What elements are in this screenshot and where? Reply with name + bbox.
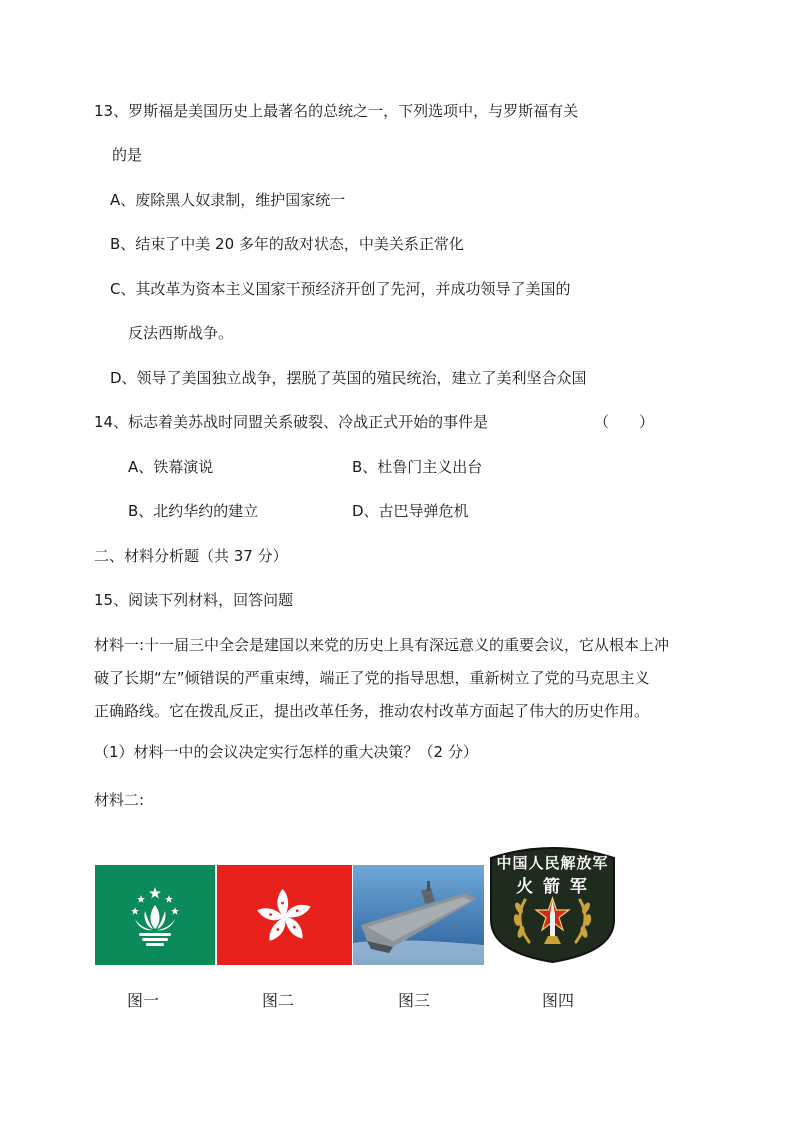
material-one-line3: 正确路线。它在拨乱反正，提出改革任务，推动农村改革方面起了伟大的历史作用。: [94, 702, 650, 720]
q15-stem: 15、阅读下列材料，回答问题: [94, 591, 294, 609]
q13-stem-line1: 13、罗斯福是美国历史上最著名的总统之一，下列选项中，与罗斯福有关: [94, 102, 579, 120]
section-heading: 二、材料分析题（共 37 分）: [94, 547, 288, 565]
q14-answer-bracket: （ ）: [594, 413, 655, 431]
q13-option-d: D、领导了美国独立战争，摆脱了英国的殖民统治，建立了美利坚合众国: [110, 369, 587, 387]
badge-text-middle: 火 箭 军: [516, 877, 589, 897]
rocket-force-badge-image: [485, 840, 620, 966]
q13-option-c-line2: 反法西斯战争。: [128, 324, 234, 342]
q13-option-a: A、废除黑人奴隶制，维护国家统一: [110, 191, 346, 209]
material-one-line1: 材料一:十一届三中全会是建国以来党的历史上具有深远意义的重要会议，它从根本上冲: [94, 636, 670, 654]
q13-option-c-line1: C、其改革为资本主义国家干预经济开创了先河，并成功领导了美国的: [110, 280, 571, 298]
aircraft-carrier-image: [353, 865, 484, 965]
q14-option-a: A、铁幕演说: [128, 458, 214, 476]
aircraft-carrier-icon: [353, 865, 484, 965]
material-one-line2: 破了长期“左”倾错误的严重束缚，端正了党的指导思想，重新树立了党的马克思主义: [94, 669, 650, 687]
macau-flag-image: [95, 865, 215, 965]
badge-text-top: 中国人民解放军: [496, 854, 609, 872]
q14-option-d: D、古巴导弹危机: [352, 502, 469, 520]
material-two-label: 材料二:: [94, 791, 145, 809]
q14-option-b: B、杜鲁门主义出台: [352, 458, 483, 476]
figure-caption-2: 图二: [262, 991, 295, 1010]
q13-option-b: B、结束了中美 20 多年的敌对状态，中美关系正常化: [110, 235, 464, 253]
figure-caption-3: 图三: [398, 991, 431, 1010]
macau-flag-icon: [95, 865, 215, 965]
figure-caption-1: 图一: [127, 991, 160, 1010]
q14-stem: 14、标志着美苏战时同盟关系破裂、冷战正式开始的事件是: [94, 413, 489, 431]
q15-sub-question-1: （1）材料一中的会议决定实行怎样的重大决策？（2 分）: [94, 743, 478, 761]
hongkong-flag-icon: [217, 865, 352, 965]
q14-option-c: B、北约华约的建立: [128, 502, 259, 520]
figure-caption-4: 图四: [542, 991, 575, 1010]
hongkong-flag-image: [217, 865, 352, 965]
q13-stem-line2: 的是: [112, 146, 143, 164]
